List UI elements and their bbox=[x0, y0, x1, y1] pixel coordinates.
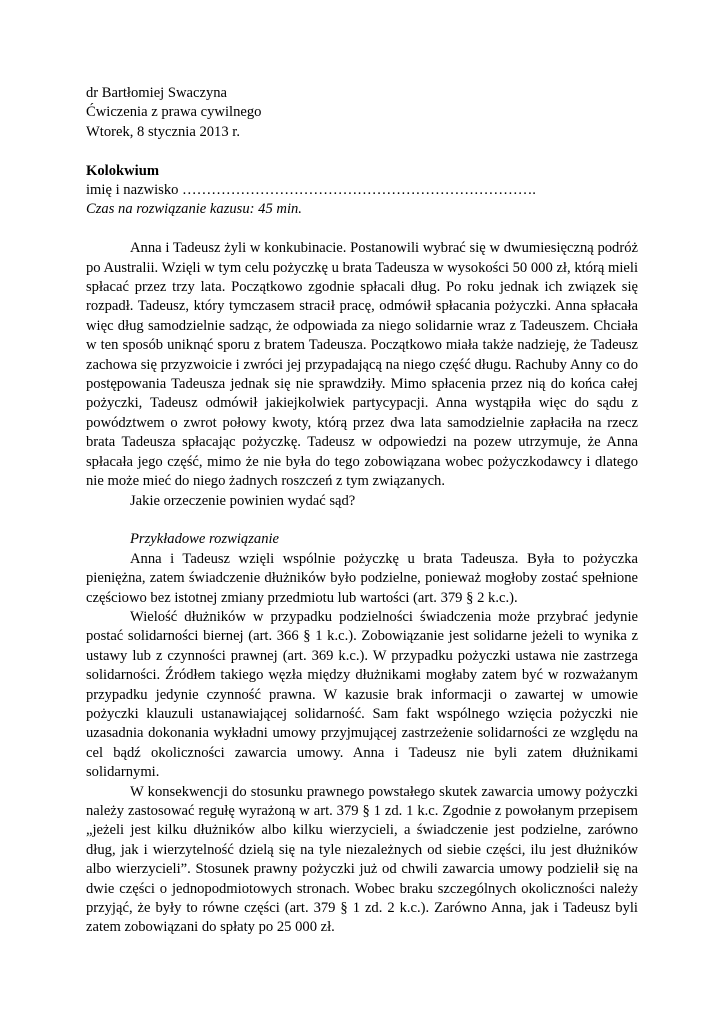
solution-paragraph-1: Anna i Tadeusz wzięli wspólnie pożyczkę u brata Tadeusza. Była to pożyczka pieniężna, zatem świadczenie dłużników było podzielne, ponieważ mogłoby zostać spełnione częściowo bez istotnej zmiany przedmiotu lub wartości (art. 379 § 2 k.c.). bbox=[86, 550, 638, 606]
spacer bbox=[86, 142, 638, 161]
name-field: imię i nazwisko ………………………………………………………………. bbox=[86, 182, 536, 199]
author-line: dr Bartłomiej Swaczyna bbox=[86, 85, 228, 101]
spacer bbox=[86, 220, 638, 239]
case-question: Jakie orzeczenie powinien wydać sąd? bbox=[130, 492, 356, 509]
course-line: Ćwiczenia z prawa cywilnego bbox=[86, 104, 262, 121]
solution-paragraph-2: Wielość dłużników w przypadku podzielności świadczenia może przybrać jedynie postać solidarności biernej (art. 366 § 1 k.c.). Zobowiązanie jest solidarne jeżeli to wynika z ustawy lub z czynności prawnej (art. 369 k.c.). W przypadku pożyczki ustawa nie zastrzega solidarności. Źródłem takiego węzła między dłużnikami mogłaby zatem być w rozważanym przypadku jedynie czynność prawna. W kazusie brak informacji o zawartej w umowie pożyczki klauzuli ustanawiającej solidarność. Sam fakt wspólnego wzięcia pożyczki nie uzasadnia dokonania wykładni umowy przyjmującej zastrzeżenie solidarności ze względu na cel bądź okoliczności zawarcia umowy. Anna i Tadeusz nie byli zatem dłużnikami solidarnymi. bbox=[86, 608, 638, 781]
exam-title: Kolokwium bbox=[86, 162, 159, 179]
time-limit: Czas na rozwiązanie kazusu: 45 min. bbox=[86, 201, 302, 218]
solution-paragraph-3: W konsekwencji do stosunku prawnego powstałego skutek zawarcia umowy pożyczki należy zastosować regułę wyrażoną w art. 379 § 1 zd. 1 k.c. Zgodnie z powołanym przepisem „jeżeli jest kilku dłużników albo kilku wierzycieli, a świadczenie jest podzielne, zarówno dług, jak i wierzytelność dzielą się na tyle niezależnych od siebie części, ilu jest dłużników albo wierzycieli”. Stosunek prawny pożyczki już od chwili zawarcia umowy podzielił się na dwie części o jednopodmiotowych stronach. Wobec braku szczególnych okoliczności należy przyjąć, że były to równe części (art. 379 § 1 zd. 2 k.c.). Zarówno Anna, jak i Tadeusz byli zatem zobowiązani do spłaty po 25 000 zł. bbox=[86, 783, 638, 936]
document-page bbox=[86, 84, 638, 938]
spacer bbox=[86, 511, 638, 530]
date-line: Wtorek, 8 stycznia 2013 r. bbox=[86, 123, 241, 140]
solution-heading: Przykładowe rozwiązanie bbox=[130, 531, 280, 548]
case-paragraph: Anna i Tadeusz żyli w konkubinacie. Postanowili wybrać się w dwumiesięczną podróż po Australii. Wzięli w tym celu pożyczkę u brata Tadeusza w wysokości 50 000 zł, którą mieli spłacać przez trzy lata. Początkowo zgodnie spłacali dług. Po roku jednak ich związek się rozpadł. Tadeusz, który tymczasem stracił pracę, odmówił spłacania pożyczki. Anna spłacała więc dług samodzielnie sadząc, że odpowiada za niego solidarnie wraz z Tadeuszem. Chciała w ten sposób uniknąć sporu z bratem Tadeusza. Początkowo miała także nadzieję, że Tadeusz zachowa się przyzwoicie i zwróci jej przypadającą na niego część długu. Rachuby Anny co do postępowania Tadeusza jednak się nie sprawdziły. Mimo spłacenia przez nią do końca całej pożyczki, Tadeusz odmówił jakiejkolwiek partycypacji. Anna wystąpiła więc do sądu z powództwem o zwrot połowy kwoty, którą przez dwa lata samodzielnie zapłaciła na rzecz brata Tadeusza spłacając pożyczkę. Tadeusz w odpowiedzi na pozew utrzymuje, że Anna spłacała jego część, mimo że nie była do tego zobowiązana wobec pożyczkodawcy i dlatego nie może mieć do niego żadnych roszczeń z tym związanych. bbox=[86, 240, 638, 490]
